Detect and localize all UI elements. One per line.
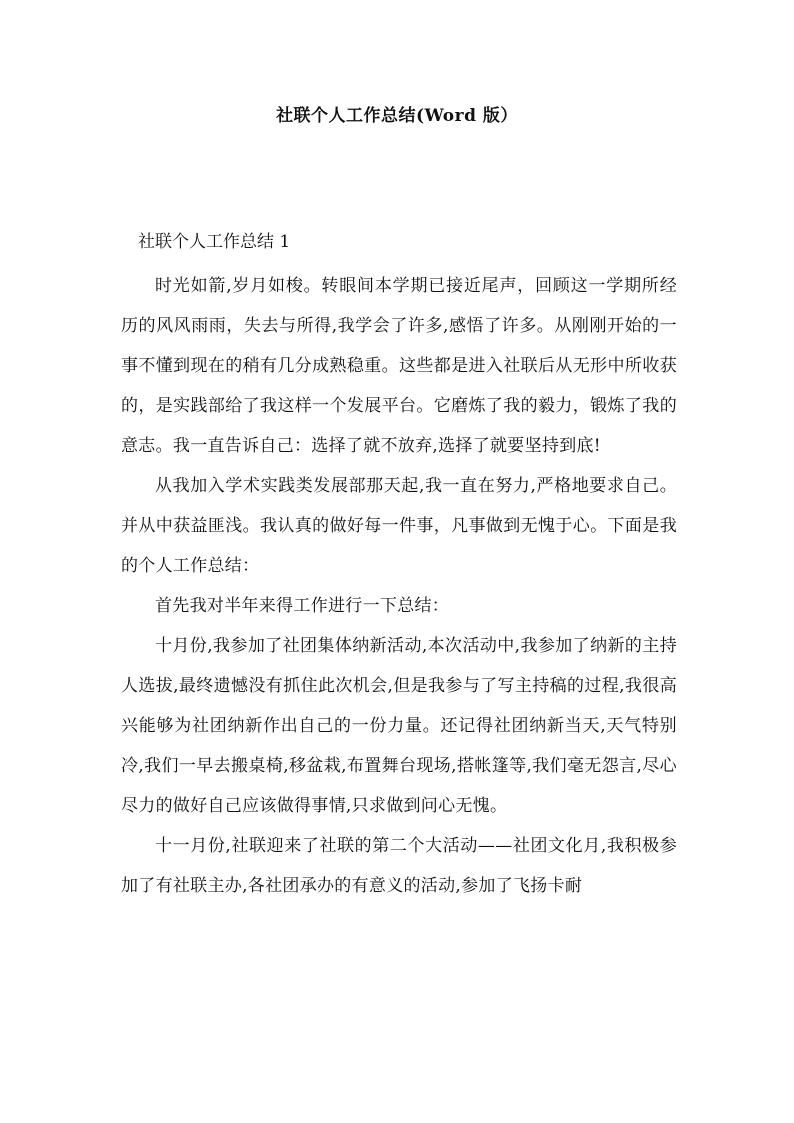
paragraph: 十月份,我参加了社团集体纳新活动,本次活动中,我参加了纳新的主持人选拔,最终遗憾没有抓住此次机会,但是我参与了写主持稿的过程,我很高兴能够为社团纳新作出自己的一份力量。还记得社团纳新当天,天气特别冷,我们一早去搬桌椅,移盆栽,布置舞台现场,搭帐篷等,我们毫无怨言,尽心尽力的做好自己应该做得事情,只求做到问心无愧。 (121, 636, 677, 816)
paragraph: 时光如箭,岁月如梭。转眼间本学期已接近尾声，回顾这一学期所经历的风风雨雨，失去与所得,我学会了许多,感悟了许多。从刚刚开始的一事不懂到现在的稍有几分成熟稳重。这些都是进入社联后从无形中所收获的，是实践部给了我这样一个发展平台。它磨炼了我的毅力，锻炼了我的意志。我一直告诉自己：选择了就不放弃,选择了就要坚持到底! (121, 276, 677, 456)
section-heading: 社联个人工作总结 1 (138, 232, 291, 252)
document-body (121, 266, 677, 906)
paragraph: 十一月份,社联迎来了社联的第二个大活动——社团文化月,我积极参加了有社联主办,各社团承办的有意义的活动,参加了飞扬卡耐 (121, 836, 677, 896)
document-title: 社联个人工作总结(Word 版） (276, 106, 518, 126)
paragraph: 从我加入学术实践类发展部那天起,我一直在努力,严格地要求自己。并从中获益匪浅。我认真的做好每一件事，凡事做到无愧于心。下面是我的个人工作总结： (121, 476, 677, 576)
paragraph: 首先我对半年来得工作进行一下总结： (155, 596, 450, 616)
